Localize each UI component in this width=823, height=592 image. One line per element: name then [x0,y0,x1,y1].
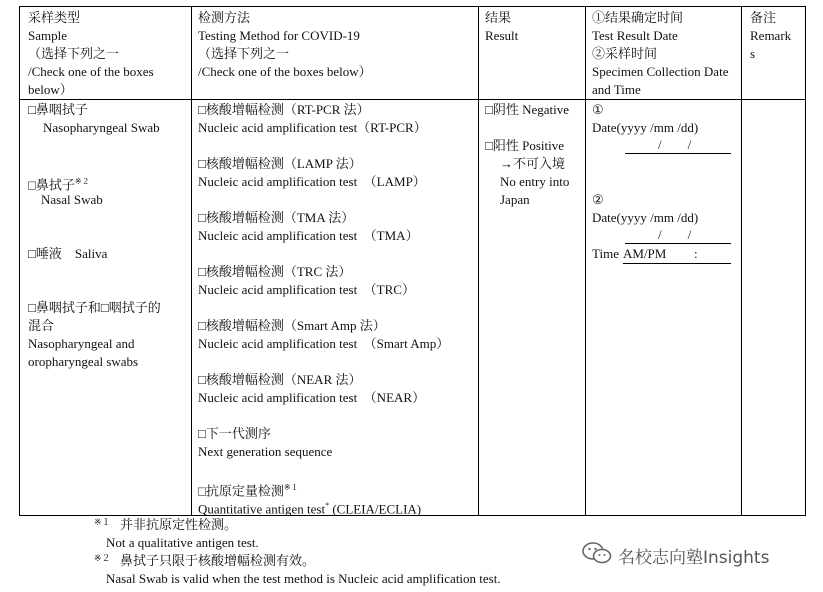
collection-date-input-line[interactable] [625,243,731,244]
header-sample-note-en: /Check one of the boxes [28,64,154,79]
header-collection-cn: ②采样时间 [592,46,658,61]
footnote-2-mark: ※２ [94,553,111,563]
sample-mixed-cn-2: 混合 [28,318,55,333]
header-sample-en: Sample [28,28,67,43]
footnote-marker-1: ※１ [283,483,299,492]
method-tma-label: Nucleic acid amplification test （TMA） [198,228,419,243]
header-result-date-en: Test Result Date [592,28,678,43]
collection-date-label: Date(yyyy /mm /dd) [592,210,699,225]
sample-nasopharyngeal-checkbox[interactable]: □鼻咽拭子 [28,102,88,117]
collection-date-slashes: / / [658,227,692,242]
header-method-note-cn: （选择下列之一 [198,46,290,61]
header-remarks-en-2: s [750,46,756,61]
result-no-entry-cn: →不可入境 [500,156,566,171]
method-antigen-checkbox[interactable]: □抗原定量检测$^{※1}$ [198,483,299,499]
watermark-text: 名校志向塾Insights [618,548,770,568]
collection-time-label: Time [592,246,619,261]
result-no-entry-en: No entry into [500,174,570,189]
result-date-mark: ① [592,102,604,117]
covid-test-certificate-table [19,6,806,516]
result-negative-checkbox[interactable]: □阴性 Negative [485,102,570,117]
method-lamp-label: Nucleic acid amplification test （LAMP） [198,174,426,189]
method-rt-pcr-label: Nucleic acid amplification test（RT-PCR） [198,120,427,135]
method-ngs-label: Next generation sequence [198,444,333,459]
method-lamp-checkbox[interactable]: □核酸增幅检测（LAMP 法） [198,156,362,171]
method-smart-amp-label: Nucleic acid amplification test （Smart Amp） [198,336,450,351]
collection-time-colon: : [694,246,698,261]
footnote-2-en: Nasal Swab is valid when the test method is Nucleic acid amplification test. [106,571,501,586]
method-smart-amp-checkbox[interactable]: □核酸增幅检测（Smart Amp 法） [198,318,386,333]
collection-time-input-line[interactable] [623,263,731,264]
method-trc-label: Nucleic acid amplification test （TRC） [198,282,415,297]
collection-time-ampm: AM/PM [623,246,667,261]
header-remarks-cn: 备注 [750,10,777,25]
header-method-en: Testing Method for COVID-19 [198,28,360,43]
header-collection-en-2: and Time [592,82,641,97]
header-sample-cn: 采样类型 [28,10,81,25]
footnote-1-cn: 并非抗原定性检测。 [120,517,238,532]
header-collection-en: Specimen Collection Date [592,64,729,79]
footnote-2-cn: 鼻拭子只限于核酸增幅检测有效。 [120,553,316,568]
header-sample-note-en-2: below） [28,82,73,97]
sample-nasopharyngeal-label: Nasopharyngeal Swab [43,120,160,135]
sample-mixed-checkbox[interactable]: □鼻咽拭子和□咽拭子的 [28,300,161,315]
sample-nasal-label: Nasal Swab [41,192,103,207]
header-remarks-en: Remark [750,28,792,43]
remarks-cell[interactable] [742,100,805,515]
header-divider [20,99,805,100]
result-no-entry-en-2: Japan [500,192,530,207]
footnote-1-en: Not a qualitative antigen test. [106,535,259,550]
column-divider-time [585,7,586,515]
header-result-date-cn: ①结果确定时间 [592,10,684,25]
method-antigen-label: Quantitative antigen test* (CLEIA/ECLIA) [198,501,422,517]
header-result-en: Result [485,28,519,43]
sample-mixed-en: Nasopharyngeal and [28,336,135,351]
method-near-label: Nucleic acid amplification test （NEAR） [198,390,426,405]
header-sample-note-cn: （选择下列之一 [28,46,120,61]
method-tma-checkbox[interactable]: □核酸增幅检测（TMA 法） [198,210,355,225]
method-rt-pcr-checkbox[interactable]: □核酸增幅检测（RT-PCR 法） [198,102,370,117]
method-near-checkbox[interactable]: □核酸增幅检测（NEAR 法） [198,372,362,387]
collection-date-mark: ② [592,192,604,207]
method-trc-checkbox[interactable]: □核酸增幅检测（TRC 法） [198,264,352,279]
sample-mixed-en-2: oropharyngeal swabs [28,354,139,369]
column-divider-method [191,7,192,515]
result-date-slashes: / / [658,137,692,152]
sample-nasal-checkbox[interactable]: □鼻拭子$^{※2}$ [28,177,90,193]
method-ngs-checkbox[interactable]: □下一代测序 [198,426,271,441]
footnote-1-mark: ※１ [94,517,111,527]
header-method-note-en: /Check one of the boxes below） [198,64,372,79]
result-positive-checkbox[interactable]: □阳性 Positive [485,138,564,153]
header-result-cn: 结果 [485,10,512,25]
header-method-cn: 检测方法 [198,10,251,25]
sample-saliva-checkbox[interactable]: □唾液 Saliva [28,246,108,261]
watermark [582,541,769,570]
column-divider-result [478,7,479,515]
result-date-label: Date(yyyy /mm /dd) [592,120,699,135]
result-date-input-line[interactable] [625,153,731,154]
footnote-marker-2: ※２ [74,177,90,186]
wechat-icon [582,541,618,570]
